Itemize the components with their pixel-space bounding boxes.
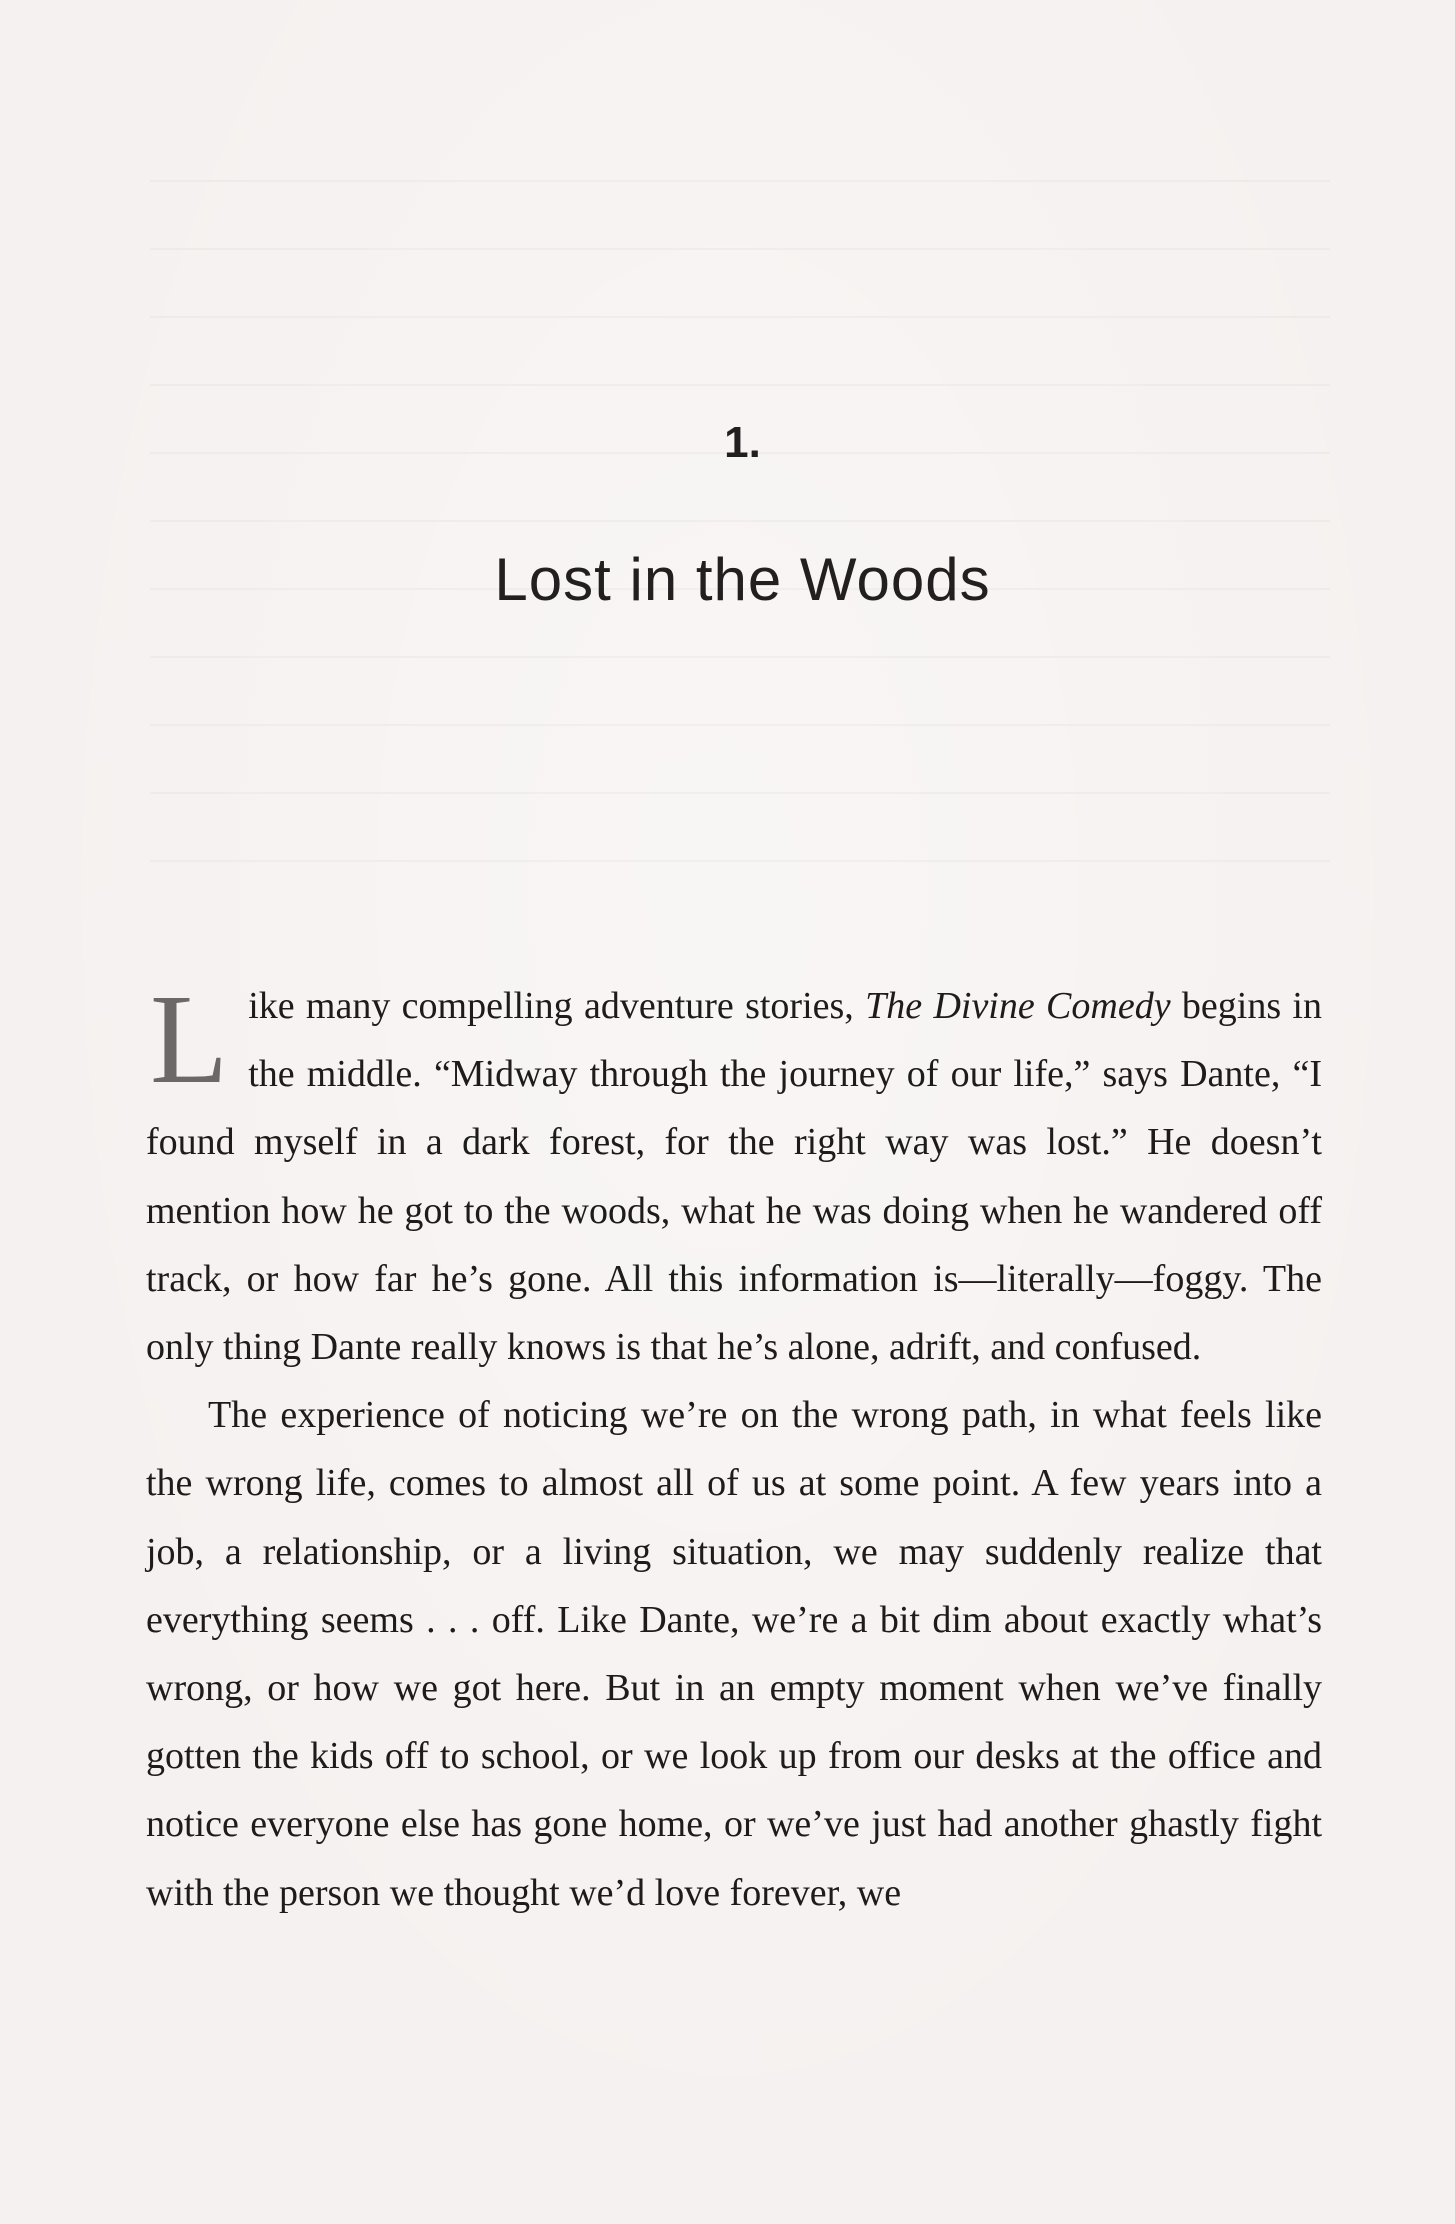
bleed-through-line <box>150 316 1330 318</box>
bleed-through-line <box>150 724 1330 726</box>
bleed-through-line <box>150 248 1330 250</box>
bleed-through-line <box>150 384 1330 386</box>
bleed-through-line <box>150 180 1330 182</box>
paragraph-1-start: ike many compelling adventure stories, <box>248 985 866 1027</box>
paragraph-1-rest: begins in the middle. “Midway through the journey of our life,” says Dante, “I found myself in a dark forest, for the right way was lost.” He doesn’t mention how he got to the woods, what he was doing when he wandered off track, or how far he’s gone. All this information is—literally—foggy. The only thing Dante really knows is that he’s alone, adrift, and confused. <box>146 985 1322 1369</box>
book-title-italic: The Divine Comedy <box>865 985 1171 1027</box>
bleed-through-line <box>150 792 1330 794</box>
paragraph-1 <box>146 968 1322 1381</box>
chapter-number: 1. <box>724 418 761 467</box>
chapter-title: Lost in the Woods <box>494 546 991 613</box>
chapter-body <box>146 968 1322 1927</box>
bleed-through-line <box>150 656 1330 658</box>
bleed-through-line <box>150 520 1330 522</box>
drop-cap: L <box>150 968 229 1110</box>
bleed-through-line <box>150 860 1330 862</box>
paragraph-2: The experience of noticing we’re on the wrong path, in what feels like the wrong life, comes to almost all of us at some point. A few years into a job, a relationship, or a living situation, we may suddenly realize that everything seems . . . off. Like Dante, we’re a bit dim about exactly what’s wrong, or how we got here. But in an empty moment when we’ve finally gotten the kids off to school, or we look up from our desks at the office and notice everyone else has gone home, or we’ve just had another ghastly fight with the person we thought we’d love forever, we <box>146 1394 1322 1914</box>
